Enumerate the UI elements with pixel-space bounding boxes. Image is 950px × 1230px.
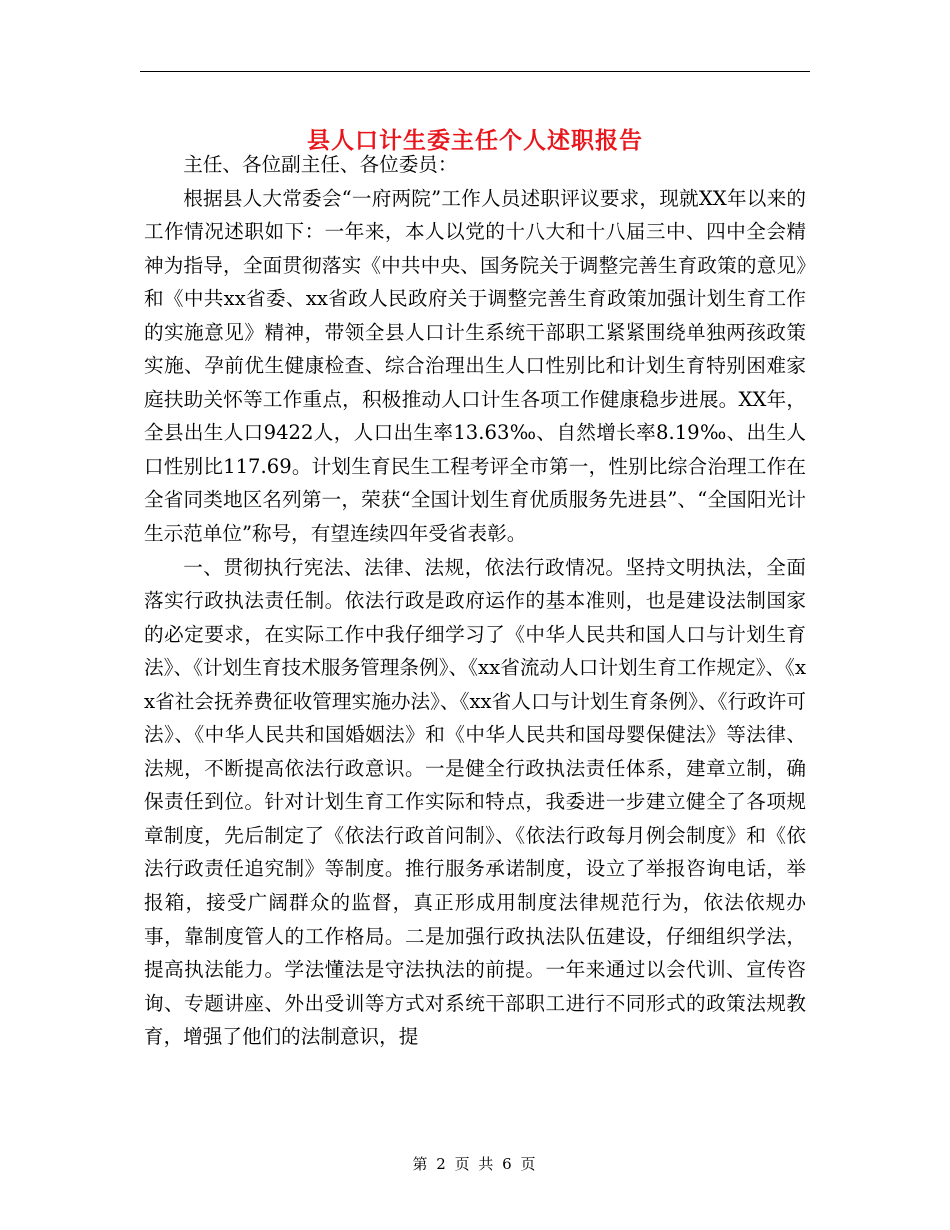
salutation: 主任、各位副主任、各位委员： xyxy=(183,153,458,176)
paragraph-section-one: 一、贯彻执行宪法、法律、法规，依法行政情况。坚持文明执法，全面落实行政执法责任制。依法行政是政府运作的基本准则，也是建设法制国家的必定要求，在实际工作中我仔细学习了《中华人民共和国人口与计划生育法》、《计划生育技术服务管理条例》、《xx省流动人口计划生育工作规定》、《xx省社会抚养费征收管理实施办法》、《xx省人口与计划生育条例》、《行政许可法》、《中华人民共和国婚姻法》和《中华人民共和国母婴保健法》等法律、法规，不断提高依法行政意识。一是健全行政执法责任体系，建章立制，确保责任到位。针对计划生育工作实际和特点，我委进一步建立健全了各项规章制度，先后制定了《依法行政首问制》、《依法行政每月例会制度》和《依法行政责任追究制》等制度。推行服务承诺制度，设立了举报咨询电话，举报箱，接受广阔群众的监督，真正形成用制度法律规范行为，依法依规办事，靠制度管人的工作格局。二是加强行政执法队伍建设，仔细组织学法，提高执法能力。学法懂法是守法执法的前提。一年来通过以会代训、宣传咨询、专题讲座、外出受训等方式对系统干部职工进行不同形式的政策法规教育，增强了他们的法制意识，提 xyxy=(144,555,806,1049)
paragraph-intro: 根据县人大常委会“一府两院”工作人员述职评议要求，现就XX年以来的工作情况述职如下：一年来，本人以党的十八大和十八届三中、四中全会精神为指导，全面贯彻落实《中共中央、国务院关于调整完善生育政策的意见》和《中共xx省委、xx省政人民政府关于调整完善生育政策加强计划生育工作的实施意见》精神，带领全县人口计生系统干部职工紧紧围绕单独两孩政策实施、孕前优生健康检查、综合治理出生人口性别比和计划生育特别困难家庭扶助关怀等工作重点，积极推动人口计生各项工作健康稳步进展。XX年，全县出生人口9422人，人口出生率13.63‰、自然增长率8.19‰、出生人口性别比117.69。计划生育民生工程考评全市第一，性别比综合治理工作在全省同类地区名列第一，荣获“全国计划生育优质服务先进县”、“全国阳光计生示范单位”称号，有望连续四年受省表彰。 xyxy=(144,186,806,546)
page-number: 第 2 页 共 6 页 xyxy=(412,1155,538,1173)
header-rule xyxy=(140,71,810,72)
document-title: 县人口计生委主任个人述职报告 xyxy=(307,127,643,155)
document-body xyxy=(144,148,806,1054)
